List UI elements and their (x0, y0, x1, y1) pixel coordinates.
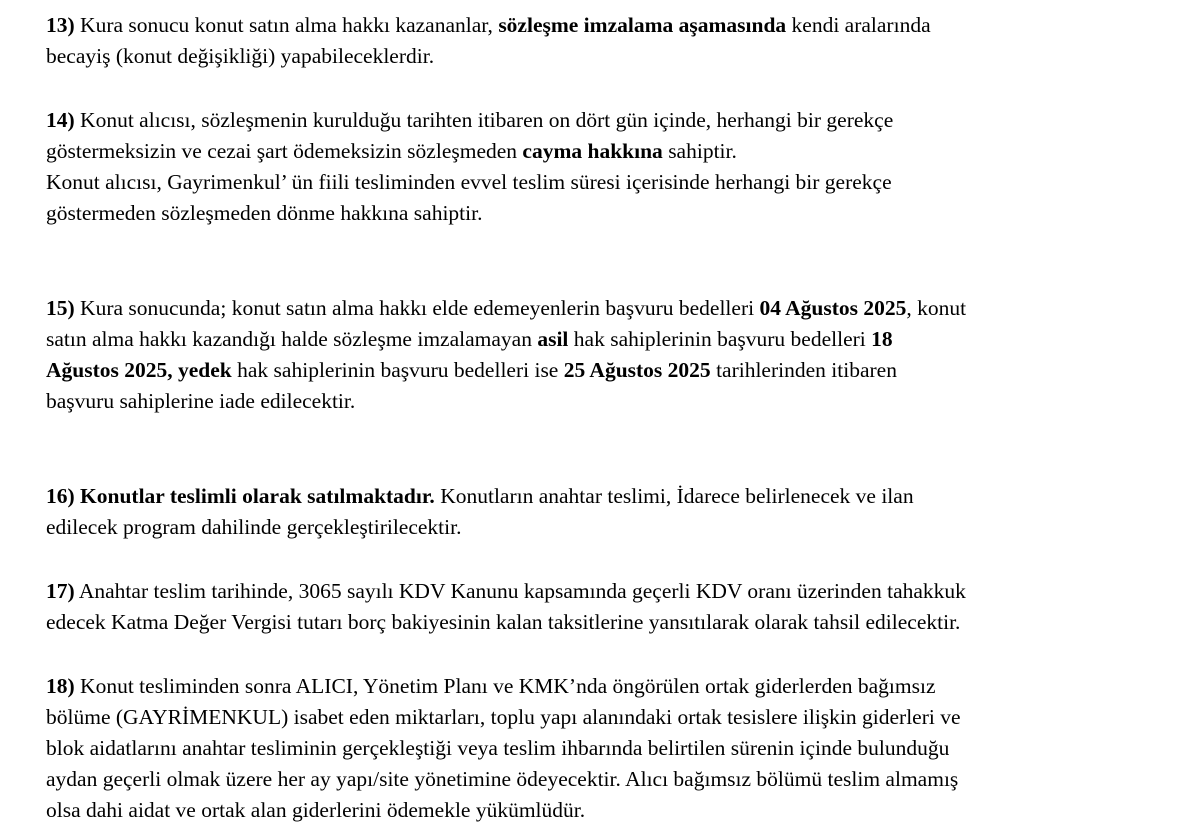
text-run: satın alma hakkı kazandığı halde sözleşme imzalamayan (46, 327, 538, 351)
text-run: Konutların anahtar teslimi, İdarece belirlenecek ve ilan (434, 484, 914, 508)
clause-17 (46, 576, 1186, 638)
text-run: , konut (906, 296, 967, 320)
text-run: tarihlerinden itibaren (710, 358, 897, 382)
clause-13-line-1 (46, 10, 1186, 41)
text-run: Kura sonucu konut satın alma hakkı kazananlar, (74, 13, 499, 37)
clause-number: 13) (46, 13, 75, 37)
text-run: edilecek program dahilinde gerçekleştirilecektir. (46, 515, 462, 539)
clause-14-line-3 (46, 167, 1186, 198)
clause-14 (46, 105, 1186, 229)
text-run: blok aidatlarını anahtar tesliminin gerçekleştiği veya teslim ihbarında belirtilen sürenin içinde bulunduğu (46, 736, 950, 760)
bold-run: Ağustos 2025, yedek (46, 358, 232, 382)
clause-18 (46, 671, 1186, 826)
clause-13 (46, 10, 1186, 72)
clause-14-line-2 (46, 136, 1186, 167)
clause-16-line-1 (46, 481, 1186, 512)
text-run: göstermeksizin ve cezai şart ödemeksizin sözleşmeden (46, 139, 523, 163)
clause-14-line-4 (46, 198, 1186, 229)
clause-16-line-2 (46, 512, 1186, 543)
clause-15-line-1 (46, 293, 1186, 324)
clause-15-line-4 (46, 386, 1186, 417)
clause-number: 17) (46, 579, 75, 603)
bold-run: 04 Ağustos 2025 (759, 296, 907, 320)
text-run: başvuru sahiplerine iade edilecektir. (46, 389, 356, 413)
text-run: becayiş (konut değişikliği) yapabileceklerdir. (46, 44, 435, 68)
bold-run: cayma hakkına (522, 139, 663, 163)
clause-16 (46, 481, 1186, 543)
text-run: Anahtar teslim tarihinde, 3065 sayılı KDV Kanunu kapsamında geçerli KDV oranı üzerinden tahakkuk (74, 579, 966, 603)
clause-18-line-5 (46, 795, 1186, 826)
clause-18-line-4 (46, 764, 1186, 795)
text-run: Kura sonucunda; konut satın alma hakkı elde edemeyenlerin başvuru bedelleri (74, 296, 760, 320)
text-run: edecek Katma Değer Vergisi tutarı borç bakiyesinin kalan taksitlerine yansıtılarak olarak tahsil edilecektir. (46, 610, 961, 634)
clause-18-line-1 (46, 671, 1186, 702)
text-run: olsa dahi aidat ve ortak alan giderlerini ödemekle yükümlüdür. (46, 798, 586, 822)
bold-run: asil (537, 327, 569, 351)
clause-number: 15) (46, 296, 75, 320)
clause-17-line-2 (46, 607, 1186, 638)
clause-18-line-2 (46, 702, 1186, 733)
document-page (46, 10, 1186, 826)
text-run: sahiptir. (662, 139, 737, 163)
text-run: hak sahiplerinin başvuru bedelleri ise (231, 358, 564, 382)
text-run: aydan geçerli olmak üzere her ay yapı/site yönetimine ödeyecektir. Alıcı bağımsız bölümü teslim almamış (46, 767, 959, 791)
clause-number: 14) (46, 108, 75, 132)
clause-18-line-3 (46, 733, 1186, 764)
clause-15-line-2 (46, 324, 1186, 355)
bold-run: 18 (871, 327, 893, 351)
clause-14-line-1 (46, 105, 1186, 136)
text-run: Konut tesliminden sonra ALICI, Yönetim Planı ve KMK’nda öngörülen ortak giderlerden bağımsız (74, 674, 936, 698)
text-run: bölüme (GAYRİMENKUL) isabet eden miktarları, toplu yapı alanındaki ortak tesislere ilişkin giderleri ve (46, 705, 961, 729)
bold-run: sözleşme imzalama aşamasında (498, 13, 787, 37)
clause-17-line-1 (46, 576, 1186, 607)
bold-run: 16) Konutlar teslimli olarak satılmaktadır. (46, 484, 435, 508)
clause-13-line-2 (46, 41, 1186, 72)
clause-15 (46, 293, 1186, 417)
clause-15-line-3 (46, 355, 1186, 386)
bold-run: 25 Ağustos 2025 (563, 358, 711, 382)
text-run: Konut alıcısı, Gayrimenkul’ ün fiili tesliminden evvel teslim süresi içerisinde herhangi bir gerekçe (46, 170, 892, 194)
text-run: hak sahiplerinin başvuru bedelleri (568, 327, 872, 351)
clause-number: 18) (46, 674, 75, 698)
text-run: kendi aralarında (786, 13, 931, 37)
text-run: göstermeden sözleşmeden dönme hakkına sahiptir. (46, 201, 483, 225)
text-run: Konut alıcısı, sözleşmenin kurulduğu tarihten itibaren on dört gün içinde, herhangi bir gerekçe (74, 108, 894, 132)
